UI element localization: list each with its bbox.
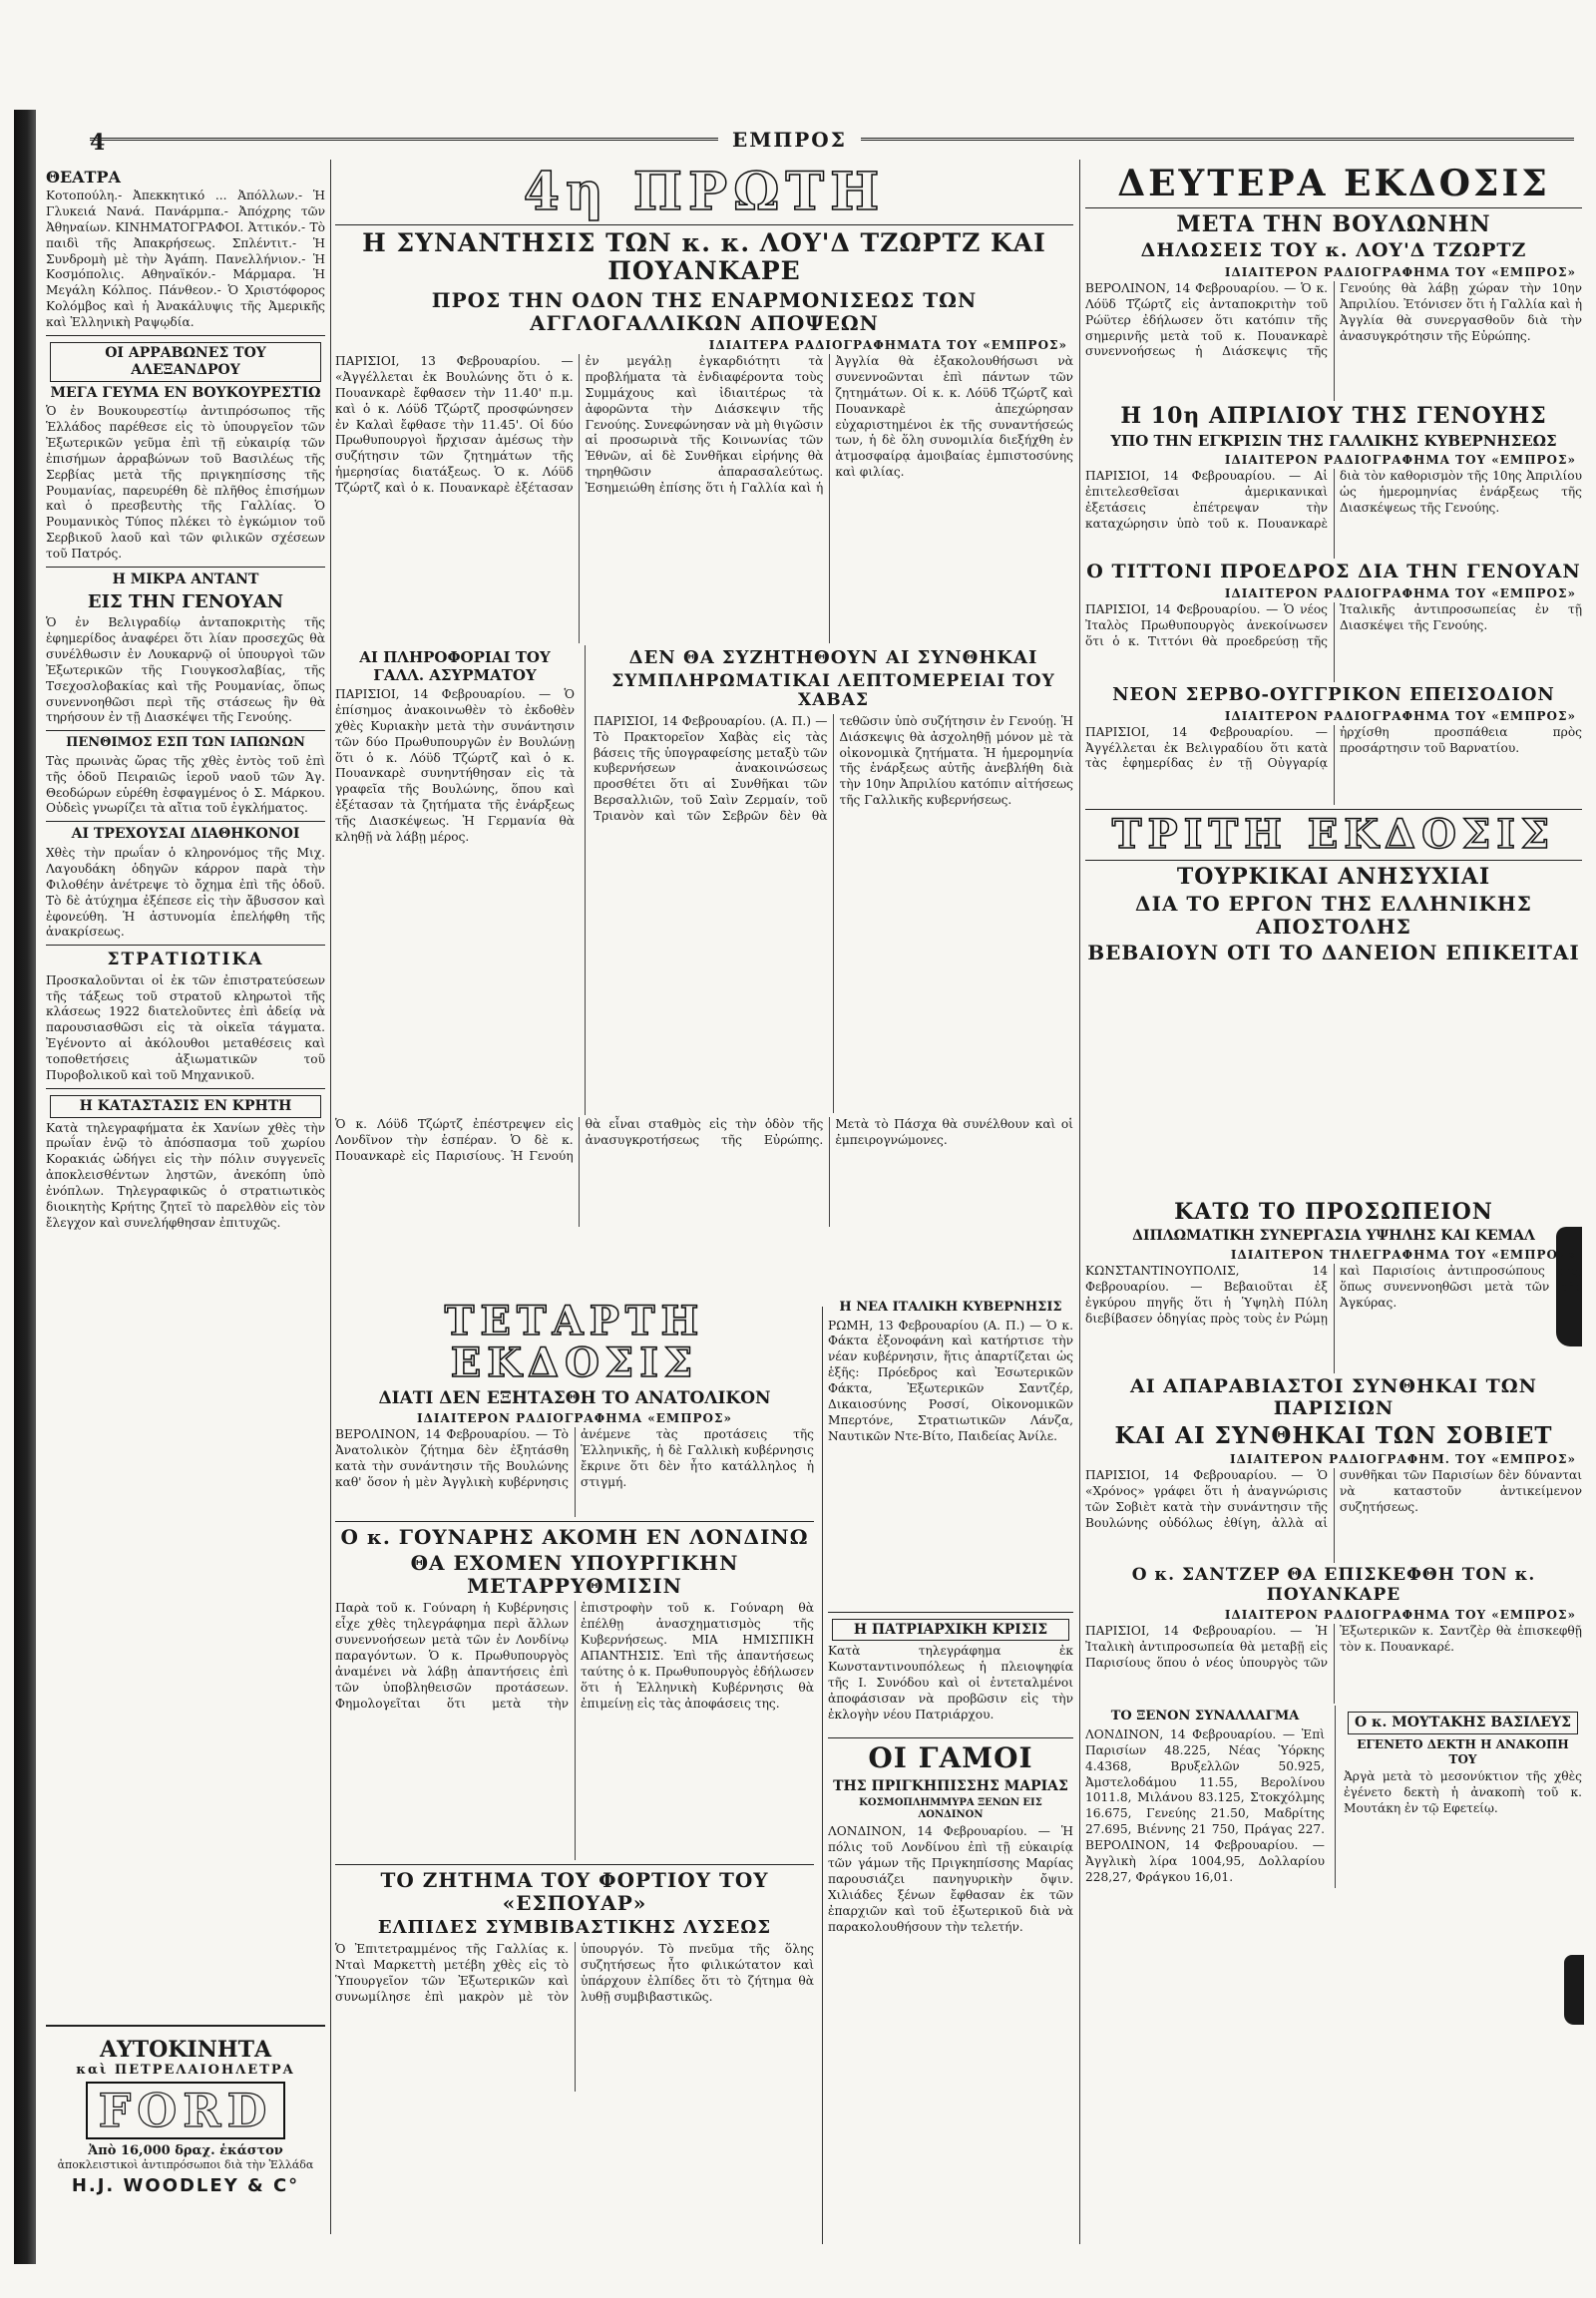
article-engagement: Ὁ ἐν Βουκουρεστίῳ ἀντιπρόσωπος τῆς Ἑλλάδος παρέθεσε εἰς τὸ ὑπουργεῖον τῶν Ἐξωτερικῶν γεῦμα ἐπὶ τῇ εὐκαιρίᾳ τῶν ἐπισήμων ἀρραβώνων τοῦ Βασιλέως τῆς Σερβίας μετὰ τῆς πριγκηπίσσης τῆς Ρουμανίας, παρευρέθη δὲ πλῆθος ἐπισήμων καὶ ὁ πρεσβευτὴς τῆς Γαλλίας. Ὁ Ρουμανικὸς Τύπος πλέκει τὸ ἐγκώμιον τοῦ Σερβικοῦ λαοῦ καὶ τῶν φιλικῶν σχέσεων τοῦ Πατρός. <box>46 404 325 562</box>
left-column <box>46 162 325 2226</box>
headline-wireless: ΑΙ ΠΛΗΡΟΦΟΡΙΑΙ ΤΟΥ ΓΑΛΛ. ΑΣΥΡΜΑΤΟΥ <box>359 648 551 685</box>
article-exchange: ΛΟΝΔΙΝΟΝ, 14 Φεβρουαρίου. — Ἐπὶ Παρισίων 48.225, Νέας Ὑόρκης 4.4368, Βρυξελλῶν 50.925, Ἀμστελοδάμου 11.55, Βερολίνου 1011.8, Μιλάνου 83.125, Στοκχόλμης 16.675, Γενεύης 21.50, Μαδρίτης 27.695, Βιέννης 21 750, Πράγας 227. ΒΕΡΟΛΙΝΟΝ, 14 Φεβρουαρίου. — Ἀγγλικὴ λίρα 1004,95, Δολλαρίου 228,27, Φράγκου 16,01. <box>1085 1726 1325 1884</box>
headline-exchange: ΤΟ ΞΕΝΟΝ ΣΥΝΑΛΛΑΓΜΑ <box>1110 1709 1300 1724</box>
article-eastern-question: ΒΕΡΟΛΙΝΟΝ, 14 Φεβρουαρίου. — Τὸ Ἀνατολικὸν ζήτημα δὲν ἐξητάσθη κατὰ τὴν συνάντησιν τῆς Βουλώνης καθ' ὅσον ἡ μὲν Ἀγγλικὴ κυβέρνησις ἀνέμενε τὰς προτάσεις τῆς Ἑλληνικῆς, ἡ δὲ Γαλλικὴ κυβέρνησις ἔκρινε ὅτι δὲν ἦτο κατάλληλος ἡ στιγμή. <box>335 1427 814 1489</box>
article-military: Προσκαλοῦνται οἱ ἐκ τῶν ἐπιστρατεύσεων τῆς τάξεως τοῦ στρατοῦ κληρωτοὶ τῆς κλάσεως 1922 διατελοῦντες ἐπὶ ἀδείᾳ νὰ παρουσιασθῶσι εἰς τὰ οἰκεῖα τάγματα. Ἐγένοντο αἱ ἀκόλουθοι μεταθέσεις καὶ τοποθετήσεις ἀξιωματικῶν τοῦ Πυροβολικοῦ καὶ τοῦ Μηχανικοῦ. <box>46 972 325 1082</box>
fourth-edition-block <box>335 1297 814 2254</box>
article-wireless: ΠΑΡΙΣΙΟΙ, 14 Φεβρουαρίου. — Ὁ ἐπίσημος ἀνακοινωθὲν τὸ ἐκδοθὲν χθὲς Κυριακὴν μετὰ τὴν συνάντησιν τῶν δύο Πρωθυπουργῶν ἐν Βουλώνῃ ὅτι ὁ κ. Λόϋδ Τζώρτζ καὶ ὁ κ. Πουανκαρὲ συνηντήθησαν εἰς τὰ γραφεῖα τῆς Βουλώνης, ὅπου καὶ ἐξέτασαν τὰ ζητήματα τῆς ἐνάρξεως τῆς Διασκέψεως. Ἡ Γερμανία θὰ κληθῇ νὰ λάβῃ μέρος. <box>335 687 575 844</box>
article-april-10: ΠΑΡΙΣΙΟΙ, 14 Φεβρουαρίου. — Αἱ ἐπιτελεσθεῖσαι ἀμερικανικαὶ ἐξετάσεις ἐπέτρεψαν τὴν καταχώρησιν ὑπὸ τοῦ κ. Πουανκαρὲ διὰ τὸν καθορισμὸν τῆς 10ης Ἀπριλίου ὡς ἡμερομηνίας ἐνάρξεως τῆς Διασκέψεως τῆς Γενούης. <box>1085 469 1582 531</box>
headline-april-10: Η 10η ΑΠΡΙΛΙΟΥ ΤΗΣ ΓΕΝΟΥΗΣ <box>1120 402 1547 429</box>
kicker-eastern-question: ΙΔΙΑΙΤΕΡΟΝ ΡΑΔΙΟΓΡΑΦΗΜΑ «ΕΜΠΡΟΣ» <box>416 1411 732 1426</box>
headline-accident: ΑΙ ΤΡΕΧΟΥΣΑΙ ΔΙΑΘΗΚΟΝΟΙ <box>71 826 300 843</box>
divider <box>828 1612 1073 1613</box>
article-gounaris: Παρὰ τοῦ κ. Γούναρη ἡ Κυβέρνησις εἶχε χθὲς τηλεγράφημα περὶ ἄλλων συνεννοήσεων μετὰ τῶν ἐν Λονδίνῳ παραγόντων. Ὁ κ. Πρωθυπουργὸς ἀναμένει νὰ λάβῃ ἀπαντήσεις ἐπὶ τῶν ὑποβληθεισῶν προτάσεων. Φημολογεῖται ὅτι μετὰ τὴν ἐπιστροφὴν τοῦ κ. Γούναρη θὰ ἐπέλθῃ ἀνασχηματισμὸς τῆς Κυβερνήσεως. ΜΙΑ ΗΜΙΣΠΙΚΗ ΑΠΑΝΤΗΣΙΣ. Ἐπὶ τῆς ἀπαντήσεως ταύτης ὁ κ. Πρωθυπουργὸς ἐδήλωσεν ὅτι ἡ Ἑλληνικὴ Κυβέρνησις θὰ ἐπιμείνῃ εἰς τὰς ἀποφάσεις της. <box>335 1601 814 1711</box>
kicker-after-boulogne: ΙΔΙΑΙΤΕΡΟΝ ΡΑΔΙΟΓΡΑΦΗΜΑ ΤΟΥ «ΕΜΠΡΟΣ» <box>1224 264 1576 279</box>
third-edition-banner: ΤΡΙΤΗ ΕΚΔΟΣΙΣ <box>1111 810 1556 858</box>
subhead-behind-mask: ΔΙΠΛΩΜΑΤΙΚΗ ΣΥΝΕΡΓΑΣΙΑ ΥΨΗΛΗΣ ΚΑΙ ΚΕΜΑΛ <box>1132 1228 1535 1245</box>
article-crete: Κατὰ τηλεγραφήματα ἐκ Χανίων χθὲς τὴν πρωΐαν ἐνῷ τὸ ἀπόσπασμα τοῦ χωρίου Κορακιάς ὡδήγει εἰς τὴν πόλιν συγγενεῖς ἀποκλεισθέντων ληστῶν, ἀνεκόπη ὑπὸ ἐνόπλων. Τηλεγραφικῶς ὁ στρατιωτικὸς διοικητὴς Κρήτης ζητεῖ τὸ παρελθὸν εἰς τὸν ἔλεγχον καὶ συνελήφθησαν ἐπιτυχῶς. <box>46 1120 325 1230</box>
divider <box>46 730 325 731</box>
article-accident: Χθὲς τὴν πρωΐαν ὁ κληρονόμος τῆς Μιχ. Λαγουδάκη ὁδηγῶν κάρρον παρὰ τὴν Φιλοθέην ἀνέτρεψε τὸ ὄχημα ἐπὶ τῆς ὁδοῦ. Τὸ δὲ ἀτύχημα ἐξέπεσε εἰς τὴν ἄβυσσον καὶ ἐφονεύθη. Ἡ ἀστυνομία ἐπελήφθη τῆς ἀνακρίσεως. <box>46 846 325 940</box>
article-patriarchal-crisis: Κατὰ τηλεγράφημα ἐκ Κωνσταντινουπόλεως ἡ πλειοψηφία τῆς Ι. Συνόδου καὶ οἱ ἐντεταλμένοι ἀποφάσισαν νὰ προβῶσιν εἰς τὴν ἐκλογὴν νέου Πατριάρχου. <box>828 1644 1073 1722</box>
headline-tittoni: Ο ΤΙΤΤΟΝΙ ΠΡΟΕΔΡΟΣ ΔΙΑ ΤΗΝ ΓΕΝΟΥΑΝ <box>1086 561 1581 583</box>
column-rule <box>822 1307 823 2244</box>
masthead: ΕΜΠΡΟΣ <box>718 128 861 152</box>
headline-treaties: ΔΕΝ ΘΑ ΣΥΖΗΤΗΘΟΥΝ ΑΙ ΣΥΝΘΗΚΑΙ <box>628 647 1038 669</box>
subhead-paris-treaties: ΚΑΙ ΑΙ ΣΥΝΘΗΚΑΙ ΤΩΝ ΣΟΒΙΕΤ <box>1114 1421 1553 1449</box>
article-behind-mask: ΚΩΝΣΤΑΝΤΙΝΟΥΠΟΛΙΣ, 14 Φεβρουαρίου. — Βεβαιοῦται ἐξ ἐγκύρου πηγῆς ὅτι ἡ Ὑψηλὴ Πύλη διεβίβασεν ὁδηγίας πρὸς τοὺς ἐν Ρώμῃ καὶ Παρισίοις ἀντιπροσώπους της, ὅπως συνεννοηθῶσι μετὰ τῶν τῆς Ἀγκύρας. <box>1085 1264 1582 1326</box>
kicker-paris-treaties: ΙΔΙΑΙΤΕΡΟΝ ΡΑΔΙΟΓΡΑΦΗΜ. ΤΟΥ «ΕΜΠΡΟΣ» <box>1229 1452 1576 1467</box>
article-espouar: Ὁ Ἐπιτετραμμένος τῆς Γαλλίας κ. Νταὶ Μαρκεττὴ μετέβη χθὲς εἰς τὸ Ὑπουργεῖον τῶν Ἐξωτερικῶν καὶ συνωμίλησε ἐπὶ μακρὸν μὲ τὸν ὑπουργόν. Τὸ πνεῦμα τῆς ὅλης συζητήσεως ἦτο φιλικώτατον καὶ ὑπάρχουν ἐλπίδες ὅτι τὸ ζήτημα θὰ λυθῇ συμβιβαστικῶς. <box>335 1942 814 2004</box>
headline-military: ΣΤΡΑΤΙΩΤΙΚΑ <box>107 950 264 970</box>
kicker-schanzer: ΙΔΙΑΙΤΕΡΟΝ ΡΑΔΙΟΓΡΑΦΗΜΑ ΤΟΥ «ΕΜΠΡΟΣ» <box>1224 1608 1576 1623</box>
headline-crete: Η ΚΑΤΑΣΤΑΣΙΣ ΕΝ ΚΡΗΤΗ <box>50 1095 321 1118</box>
page-number: 4 <box>90 130 106 156</box>
kicker-tittoni: ΙΔΙΑΙΤΕΡΟΝ ΡΑΔΙΟΓΡΑΦΗΜΑ ΤΟΥ «ΕΜΠΡΟΣ» <box>1224 586 1576 601</box>
article-mourning: Τὰς πρωινὰς ὥρας τῆς χθὲς ἐντὸς τοῦ ἐπὶ τῆς ὁδοῦ Πειραιῶς ἱεροῦ ναοῦ τῶν Ἁγ. Θεοδώρων εὑρέθη ἐσφαγμένος ὁ Σ. Μάρκου. Οὐδεὶς γνωρίζει τὰ αἴτια τοῦ ἐγκλήματος. <box>46 753 325 816</box>
article-paris-treaties: ΠΑΡΙΣΙΟΙ, 14 Φεβρουαρίου. — Ὁ «Χρόνος» γράφει ὅτι ἡ ἀναγνώρισις τῶν Σοβιὲτ κατὰ τὴν συνάντησιν τῆς Βουλώνης οὐδόλως ἐθίγη, ἀλλὰ αἱ συνθῆκαι τῶν Παρισίων δὲν δύνανται νὰ καταστοῦν ἀντικείμενον συζητήσεως. <box>1085 1468 1582 1530</box>
right-column <box>1085 162 1582 2246</box>
main-article: ΠΑΡΙΣΙΟΙ, 13 Φεβρουαρίου. — «Ἀγγέλλεται ἐκ Βουλώνης ὅτι ὁ κ. Πουανκαρὲ ἔφθασεν τὴν 11.40' π.μ. καὶ ὁ κ. Λόϋδ Τζώρτζ προσφώνησεν ἐν Καλαὶ ἔφθασε τὴν 11.45'. Οἱ δύο Πρωθυπουργοὶ ἤρχισαν ἀμέσως τὴν συζήτησιν τῶν ζητημάτων τῆς ἡμερησίας διατάξεως. Ὁ κ. Λόϋδ Τζώρτζ καὶ ὁ κ. Πουανκαρὲ ἐξέτασαν ἐν μεγάλῃ ἐγκαρδιότητι τὰ προβλήματα τὰ ἐνδιαφέροντα τοὺς Συμμάχους καὶ ἰδιαιτέρως τὰ ἀφορῶντα τὴν Διάσκεψιν τῆς Γενούης. Συνεφώνησαν νὰ μὴ θιγῶσιν αἱ προσωρινὰ τῆς Κοινωνίας τῶν Ἐθνῶν, αἱ δὲ Συνθῆκαι εἰρήνης θὰ τηρηθῶσιν ἀπαρασαλεύτως. Ἐσημειώθη ἐπίσης ὅτι ἡ Γαλλία καὶ ἡ Ἀγγλία θὰ ἐξακολουθήσωσι νὰ συνεννοῶνται ἐπὶ πάντων τῶν ζητημάτων. Οἱ κ. κ. Λόϋδ Τζώρτζ καὶ Πουανκαρὲ ἀπεχώρησαν εὐχαριστημένοι ἐκ τῆς συναντήσεώς των, ἡ δὲ ὅλη συνομιλία διεξήχθη ἐν ἀτμοσφαίρᾳ ἀμοιβαίας ἐμπιστοσύνης καὶ φιλίας. <box>335 354 1073 495</box>
article-wedding: ΛΟΝΔΙΝΟΝ, 14 Φεβρουαρίου. — Ἡ πόλις τοῦ Λονδίνου ἐπὶ τῇ εὐκαιρίᾳ τῶν γάμων τῆς Πριγκηπίσσης Μαρίας παρουσιάζει πανηγυρικὴν ὄψιν. Χιλιάδες ξένων ἔφθασαν ἐκ τῶν ἐπαρχιῶν καὶ τοῦ ἐξωτερικοῦ διὰ νὰ παρακολουθήσουν τὴν τελετήν. <box>828 1824 1073 1934</box>
headline-italian-govt: Η ΝΕΑ ΙΤΑΛΙΚΗ ΚΥΒΕΡΝΗΣΙΣ <box>839 1300 1062 1315</box>
subhead-moutakis: ΕΓΕΝΕΤΟ ΔΕΚΤΗ Η ΑΝΑΚΟΠΗ ΤΟΥ <box>1357 1737 1569 1766</box>
binding-shadow <box>14 110 36 2264</box>
subhead-wedding-2: ΚΟΣΜΟΠΛΗΜΜΥΡΑ ΞΕΝΩΝ ΕΙΣ ΛΟΝΔΙΝΟΝ <box>859 1797 1042 1821</box>
headline-espouar: ΤΟ ΖΗΤΗΜΑ ΤΟΥ ΦΟΡΤΙΟΥ ΤΟΥ «ΕΣΠΟΥΑΡ» <box>380 1868 769 1916</box>
ad-note: ἀποκλειστικοὶ ἀντιπρόσωποι διὰ τὴν Ἑλλάδα <box>57 2158 314 2171</box>
divider <box>1085 809 1582 810</box>
subhead-treaties: ΣΥΜΠΛΗΡΩΜΑΤΙΚΑΙ ΛΕΠΤΟΜΕΡΕΙΑΙ ΤΟΥ ΧΑΒΑΣ <box>611 670 1055 711</box>
subhead-wedding: ΤΗΣ ΠΡΙΓΚΗΠΙΣΣΗΣ ΜΑΡΙΑΣ <box>833 1777 1068 1794</box>
divider <box>828 1737 1073 1738</box>
main-headline: Η ΣΥΝΑΝΤΗΣΙΣ ΤΩΝ κ. κ. ΛΟΥ'Δ ΤΖΩΡΤΖ ΚΑΙ ΠΟΥΑΝΚΑΡΕ <box>362 227 1046 286</box>
headline-turkish-worries: ΤΟΥΡΚΙΚΑΙ ΑΝΗΣΥΧΙΑΙ <box>1176 863 1491 890</box>
divider <box>1085 207 1582 208</box>
ad-subtitle: καὶ ΠΕΤΡΕΛΑΙΟΗΛΕΤΡΑ <box>76 2063 295 2078</box>
article-treaties: ΠΑΡΙΣΙΟΙ, 14 Φεβρουαρίου. (Α. Π.) — Τὸ Πρακτορεῖον Χαβὰς εἰς τὰς βάσεις τῆς ὑπογραφείσης μεταξὺ τῶν κυβερνήσεων ἀνακοινώσεως προσθέτει ὅτι αἱ Συνθῆκαι τῶν Βερσαλλιῶν, τοῦ Σαὶν Ζερμαίν, τοῦ Τριανὸν καὶ τῶν Σεβρῶν δὲν θὰ τεθῶσιν ὑπὸ συζήτησιν ἐν Γενούῃ. Ἡ Διάσκεψις θὰ ἀσχοληθῇ μόνον μὲ τὰ οἰκονομικὰ ζητήματα. Ἡ ἡμερομηνία τῆς ἐνάρξεως αὐτῆς ἀνεβλήθη διὰ τὴν 10ην Ἀπριλίου κατόπιν αἰτήσεως τῆς Γαλλικῆς κυβερνήσεως. <box>594 713 1073 824</box>
headline-behind-mask: ΚΑΤΩ ΤΟ ΠΡΟΣΩΠΕΙΟΝ <box>1174 1199 1493 1226</box>
subhead-engagement: ΜΕΓΑ ΓΕΥΜΑ ΕΝ ΒΟΥΚΟΥΡΕΣΤΙΩ <box>50 384 321 401</box>
fourth-edition-banner: ΤΕΤΑΡΤΗ ΕΚΔΟΣΙΣ <box>444 1298 705 1386</box>
article-after-boulogne: ΒΕΡΟΛΙΝΟΝ, 14 Φεβρουαρίου. — Ὁ κ. Λόϋδ Τζώρτζ εἰς ἀνταποκριτὴν τοῦ Ρώϋτερ ἐδήλωσεν ὅτι κατόπιν τῆς σημερινῆς μετὰ τοῦ κ. Πουανκαρὲ συνεννοήσεως ἡ Διάσκεψις τῆς Γενούης θὰ λάβῃ χώραν τὴν 10ην Ἀπριλίου. Ἐτόνισεν ὅτι ἡ Γαλλία καὶ ἡ Ἀγγλία θὰ συνεργασθοῦν διὰ τὴν ἀνασυγκρότησιν τῆς Εὐρώπης. <box>1085 280 1582 359</box>
headline-wedding: ΟΙ ΓΑΜΟΙ <box>868 1741 1033 1775</box>
divider <box>1085 860 1582 861</box>
subhead-turkish-worries: ΔΙΑ ΤΟ ΕΡΓΟΝ ΤΗΣ ΕΛΛΗΝΙΚΗΣ ΑΠΟΣΤΟΛΗΣ <box>1135 892 1532 940</box>
headline-serbo-hungarian: ΝΕΟΝ ΣΕΡΒΟ-ΟΥΓΓΡΙΚΟΝ ΕΠΕΙΣΟΔΙΟΝ <box>1112 684 1555 706</box>
divider <box>46 335 325 336</box>
kicker-behind-mask: ΙΔΙΑΙΤΕΡΟΝ ΤΗΛΕΓΡΑΦΗΜΑ ΤΟΥ «ΕΜΠΡΟΣ» <box>1230 1248 1576 1263</box>
main-subheadline: ΠΡΟΣ ΤΗΝ ΟΔΟΝ ΤΗΣ ΕΝΑΡΜΟΝΙΣΕΩΣ ΤΩΝ ΑΓΓΛΟΓΑΛΛΙΚΩΝ ΑΠΟΨΕΩΝ <box>431 288 978 336</box>
right-sub-column <box>828 1297 1073 2254</box>
headline-patriarchal-crisis: Η ΠΑΤΡΙΑΡΧΙΚΗ ΚΡΙΣΙΣ <box>832 1619 1069 1642</box>
divider <box>46 821 325 822</box>
article-moutakis: Ἀργὰ μετὰ τὸ μεσονύκτιον τῆς χθὲς ἐγένετο δεκτὴ ἡ ἀνακοπὴ τοῦ κ. Μουτάκη ἐν τῷ Εφετείῳ. <box>1344 1768 1582 1815</box>
column-rule <box>330 160 331 2234</box>
divider <box>46 1088 325 1089</box>
center-column <box>335 162 1073 1488</box>
headline-paris-treaties: ΑΙ ΑΠΑΡΑΒΙΑΣΤΟΙ ΣΥΝΘΗΚΑΙ ΤΩΝ ΠΑΡΙΣΙΩΝ <box>1129 1375 1538 1419</box>
ad-firm: H.J. WOODLEY & C° <box>71 2175 300 2196</box>
divider <box>46 567 325 568</box>
theatre-listings: Κοτοπούλη.- Ἀπεκκητικό ... Ἀπόλλων.- Ἡ Γλυκειά Νανά. Πανάρμπα.- Ἀπόχρης τῶν Ἀθηναίων. ΚΙΝΗΜΑΤΟΓΡΑΦΟΙ. Ἀττικόν.- Τὸ παιδὶ τῆς Ἀπακρήσεως. Σπλέντιτ.- Ἡ Συνδρομὴ μὲ τὴν Ἀγάπη. Πανελλήνιον.- Ἡ Κοσμόπολις. Αθηναϊκόν.- Μάρμαρα. Ἡ Μεγάλη Κόλπος. Πάνθεον.- Ὁ Χριστόφορος Κολόμβος καὶ ἡ Ἀνακάλυψις τῆς Ἀμερικῆς καὶ Ἑλληνικὴ Ραψῳδία. <box>46 189 325 330</box>
divider <box>335 1864 814 1865</box>
headline-schanzer: Ο κ. ΣΑΝΤΖΕΡ ΘΑ ΕΠΙΣΚΕΦΘΗ ΤΟΝ κ. ΠΟΥΑΝΚΑΡΕ <box>1131 1565 1536 1605</box>
blank-space <box>1085 967 1582 1197</box>
subhead-after-boulogne: ΔΗΛΩΣΕΙΣ ΤΟΥ κ. ΛΟΥ'Δ ΤΖΩΡΤΖ <box>1140 239 1527 262</box>
headline-mourning: ΠΕΝΘΙΜΟΣ ΕΣΠ ΤΩΝ ΙΑΠΩΝΩΝ <box>66 735 305 751</box>
subhead-espouar: ΕΛΠΙΔΕΣ ΣΥΜΒΙΒΑΣΤΙΚΗΣ ΛΥΣΕΩΣ <box>377 1917 772 1939</box>
ford-logo: FORD <box>86 2082 285 2139</box>
divider <box>335 224 1073 225</box>
column-rule <box>1079 160 1080 2244</box>
article-continued: Ὁ κ. Λόϋδ Τζώρτζ ἐπέστρεψεν εἰς Λονδῖνον τὴν ἑσπέραν. Ὁ δὲ κ. Πουανκαρὲ εἰς Παρισίους. Ἡ Γενούη θὰ εἶναι σταθμὸς εἰς τὴν ὁδὸν τῆς ἀνασυγκροτήσεως τῆς Εὐρώπης. Μετὰ τὸ Πάσχα θὰ συνέλθουν καὶ οἱ ἐμπειρογνώμονες. <box>335 1116 1073 1163</box>
subhead-little-entente: ΕΙΣ ΤΗΝ ΓΕΝΟΥΑΝ <box>87 590 284 612</box>
headline-gounaris: Ο κ. ΓΟΥΝΑΡΗΣ ΑΚΟΜΗ ΕΝ ΛΟΝΔΙΝΩ <box>340 1525 809 1550</box>
ad-title: ΑΥΤΟΚΙΝΗΤΑ <box>99 2037 272 2063</box>
headline-after-boulogne: ΜΕΤΑ ΤΗΝ ΒΟΥΛΩΝΗΝ <box>1176 210 1491 237</box>
article-tittoni: ΠΑΡΙΣΙΟΙ, 14 Φεβρουαρίου. — Ὁ νέος Ἰταλὸς Πρωθυπουργὸς ἀνεκοίνωσεν ὅτι ὁ κ. Τιττόνι θὰ προεδρεύσῃ τῆς Ἰταλικῆς ἀντιπροσωπείας ἐν τῇ Διασκέψει τῆς Γενούης. <box>1085 602 1582 648</box>
article-italian-govt: ΡΩΜΗ, 13 Φεβρουαρίου (Α. Π.) — Ὁ κ. Φάκτα ἐξονοφάνη καὶ κατήρτισε τὴν νέαν κυβέρνησιν, ἥτις ἀπαρτίζεται ὡς ἑξῆς: Πρόεδρος καὶ Ἐσωτερικῶν Φάκτα, Ἐξωτερικῶν Σαντζέρ, Δικαιοσύνης Ροσσί, Οἰκονομικῶν Μπερτόνε, Στρατιωτικῶν Λάνζα, Ναυτικῶν Ντε-Βίτο, Παιδείας Ἀνίλε. <box>828 1318 1073 1443</box>
headline-little-entente: Η ΜΙΚΡΑ ΑΝΤΑΝΤ <box>112 571 259 587</box>
theatre-heading: ΘΕΑΤΡΑ <box>46 168 121 187</box>
article-schanzer: ΠΑΡΙΣΙΟΙ, 14 Φεβρουαρίου. — Ἡ Ἰταλικὴ ἀντιπροσωπεία θὰ μεταβῇ εἰς Παρισίους ὅπου ὁ νέος ὑπουργὸς τῶν Ἐξωτερικῶν κ. Σαντζὲρ θὰ ἐπισκεφθῇ τὸν κ. Πουανκαρέ. <box>1085 1624 1582 1671</box>
kicker-serbo-hungarian: ΙΔΙΑΙΤΕΡΟΝ ΡΑΔΙΟΓΡΑΦΗΜΑ ΤΟΥ «ΕΜΠΡΟΣ» <box>1224 708 1576 723</box>
ad-price: Ἀπὸ 16,000 δραχ. ἑκάστον <box>88 2143 283 2158</box>
headline-engagement: ΟΙ ΑΡΡΑΒΩΝΕΣ ΤΟΥ ΑΛΕΞΑΝΔΡΟΥ <box>50 342 321 382</box>
main-kicker: ΙΔΙΑΙΤΕΡΑ ΡΑΔΙΟΓΡΑΦΗΜΑΤΑ ΤΟΥ «ΕΜΠΡΟΣ» <box>708 338 1067 353</box>
edition-banner: 4η ΠΡΩΤΗ <box>523 162 886 222</box>
kicker-april-10: ΙΔΙΑΙΤΕΡΟΝ ΡΑΔΙΟΓΡΑΦΗΜΑ ΤΟΥ «ΕΜΠΡΟΣ» <box>1224 453 1576 468</box>
subhead-april-10: ΥΠΟ ΤΗΝ ΕΓΚΡΙΣΙΝ ΤΗΣ ΓΑΛΛΙΚΗΣ ΚΥΒΕΡΝΗΣΕΩΣ <box>1110 432 1557 451</box>
divider <box>46 945 325 946</box>
subhead-loan: ΒΕΒΑΙΟΥΝ ΟΤΙ ΤΟ ΔΑΝΕΙΟΝ ΕΠΙΚΕΙΤΑΙ <box>1087 941 1580 965</box>
divider <box>335 1521 814 1522</box>
ford-advertisement <box>46 2025 325 2256</box>
subhead-eastern-question: ΔΙΑΤΙ ΔΕΝ ΕΞΗΤΑΣΘΗ ΤΟ ΑΝΑΤΟΛΙΚΟΝ <box>378 1388 771 1408</box>
headline-moutakis: Ο κ. ΜΟΥΤΑΚΗΣ ΒΑΣΙΛΕΥΣ <box>1348 1712 1578 1734</box>
article-serbo-hungarian: ΠΑΡΙΣΙΟΙ, 14 Φεβρουαρίου. — Ἀγγέλλεται ἐκ Βελιγραδίου ὅτι κατὰ τὰς ἐφημερίδας ἐν τῇ Οὐγγαρίᾳ ἠρχίσθη προσπάθεια πρὸς προσάρτησιν τοῦ Βαρνατίου. <box>1085 724 1582 771</box>
article-little-entente: Ὁ ἐν Βελιγραδίῳ ἀνταποκριτὴς τῆς ἐφημερίδος ἀναφέρει ὅτι λίαν προσεχῶς θὰ συνέλθωσιν ἐν Λουκαρνῷ οἱ ὑπουργοὶ τῶν Ἐξωτερικῶν τῆς Γιουγκοσλαβίας, τῆς Τσεχοσλοβακίας καὶ τῆς Ρουμανίας, ὅπως συνεννοηθῶσι περὶ τῆς στάσεως ἣν θὰ τηρήσουν ἐν τῇ Διασκέψει τῆς Γενούης. <box>46 615 325 725</box>
subhead-gounaris: ΘΑ ΕΧΟΜΕΝ ΥΠΟΥΡΓΙΚΗΝ ΜΕΤΑΡΡΥΘΜΙΣΙΝ <box>410 1551 739 1599</box>
second-edition-banner: ΔΕΥΤΕΡΑ ΕΚΔΟΣΙΣ <box>1117 163 1550 204</box>
